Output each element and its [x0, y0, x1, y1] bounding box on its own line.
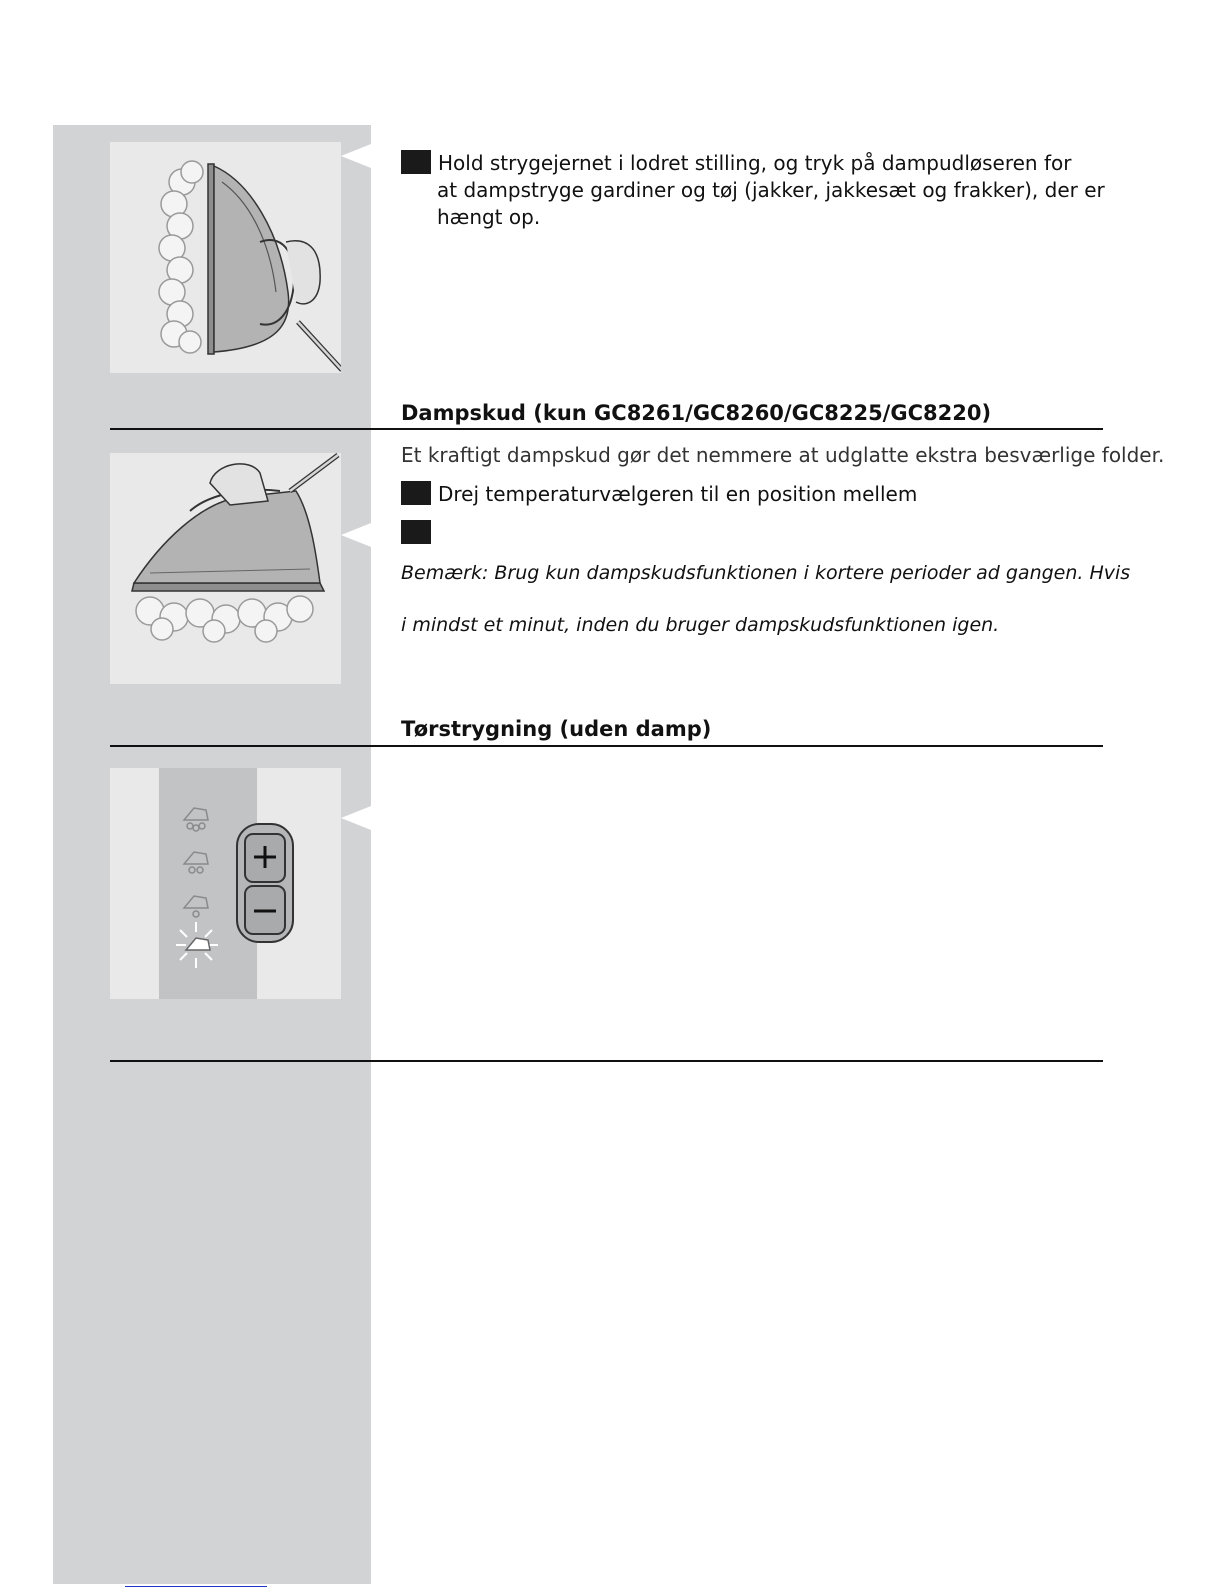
step-text: Drej temperaturvælgeren til en position mellem — [438, 482, 918, 506]
panel-pointer — [341, 523, 371, 547]
illustration-steam-shot — [110, 453, 341, 684]
step-text-line3: hængt op. — [437, 205, 541, 229]
step-bullet — [401, 150, 431, 174]
step-steam-shot — [401, 520, 438, 547]
horizontal-iron-icon — [110, 453, 341, 684]
note-line2: i mindst et minut, inden du bruger dampskudsfunktionen igen. — [401, 614, 1000, 636]
section-heading-dry-ironing: Tørstrygning (uden damp) — [401, 717, 712, 741]
note-line1: Bemærk: Brug kun dampskudsfunktionen i kortere perioder ad gangen. Hvis — [401, 562, 1131, 584]
section-rule — [110, 745, 1103, 747]
illustration-control-panel — [110, 768, 341, 999]
section-heading-dampskud: Dampskud (kun GC8261/GC8260/GC8225/GC8220) — [401, 401, 992, 425]
step-temperature — [401, 481, 917, 508]
step-vertical-steam — [401, 150, 1071, 177]
step-bullet — [401, 520, 431, 544]
panel-pointer — [341, 144, 371, 168]
section-rule — [110, 1060, 1103, 1062]
illustration-vertical-steam — [110, 142, 341, 373]
panel-pointer — [341, 806, 371, 830]
vertical-iron-icon — [110, 142, 341, 373]
section-rule — [110, 428, 1103, 430]
step-text-line1: Hold strygejernet i lodret stilling, og tryk på dampudløseren for — [438, 151, 1072, 175]
step-text-line2: at dampstryge gardiner og tøj (jakker, jakkesæt og frakker), der er — [437, 178, 1105, 202]
section-intro: Et kraftigt dampskud gør det nemmere at udglatte ekstra besværlige folder. — [401, 443, 1165, 467]
control-panel-icon — [110, 768, 341, 999]
step-bullet — [401, 481, 431, 505]
